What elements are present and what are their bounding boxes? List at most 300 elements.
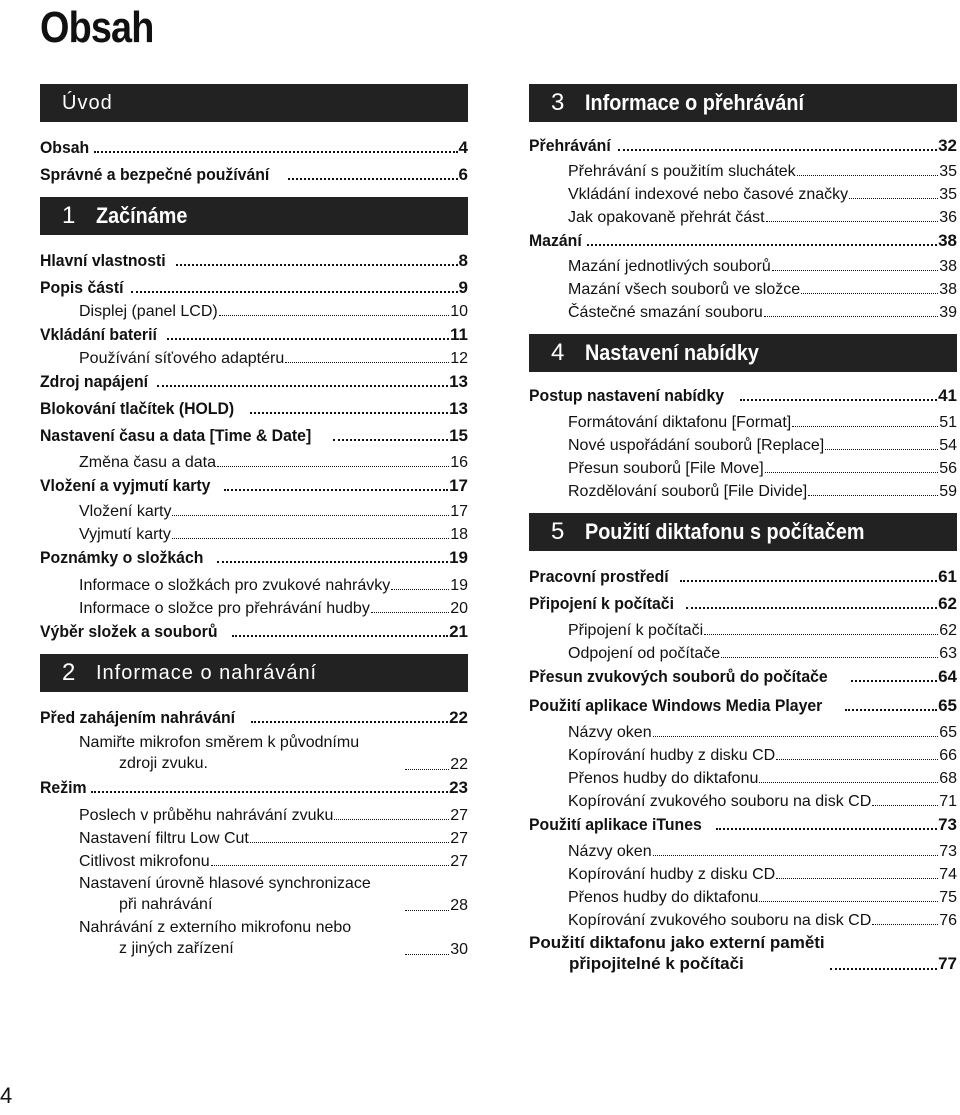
entry-title bbox=[79, 732, 404, 774]
entry-title-text: Přesun zvukových souborů do počítače bbox=[529, 667, 828, 686]
toc-subentry[interactable] bbox=[40, 730, 468, 774]
dot-leader bbox=[686, 607, 937, 609]
dot-leader bbox=[251, 721, 448, 723]
page-ref: 68 bbox=[939, 770, 957, 787]
entry-title-text: Mazání bbox=[529, 231, 582, 250]
entry-title bbox=[529, 696, 822, 716]
entry-title-text: Zdroj napájení bbox=[40, 372, 149, 391]
entry-title-text: Citlivost mikrofonu bbox=[79, 853, 210, 870]
toc-entry[interactable] bbox=[40, 704, 468, 728]
toc-subentry[interactable] bbox=[529, 719, 957, 742]
toc-subentry[interactable] bbox=[40, 521, 468, 544]
dot-leader bbox=[176, 264, 457, 266]
toc-subentry[interactable] bbox=[529, 299, 957, 322]
page-ref: 27 bbox=[450, 853, 468, 870]
toc-entry[interactable] bbox=[40, 274, 468, 298]
page-ref: 62 bbox=[938, 594, 957, 613]
dot-leader bbox=[288, 178, 458, 180]
dot-leader bbox=[772, 270, 938, 271]
entry-title-text: Mazání jednotlivých souborů bbox=[568, 258, 771, 275]
toc-right-column bbox=[529, 84, 957, 974]
entry-title-text: Přenos hudby do diktafonu bbox=[568, 770, 759, 787]
entry-title bbox=[529, 567, 669, 587]
toc-entry[interactable] bbox=[40, 247, 468, 271]
section-header bbox=[529, 513, 957, 551]
toc-entry[interactable] bbox=[40, 472, 468, 496]
entry-title-text: Jak opakovaně přehrát část bbox=[568, 209, 765, 226]
entry-title bbox=[568, 866, 775, 884]
toc-subentry[interactable] bbox=[529, 907, 957, 930]
toc-subentry[interactable] bbox=[529, 432, 957, 455]
toc-subentry[interactable] bbox=[529, 204, 957, 227]
entry-title bbox=[40, 708, 235, 728]
entry-title-text: Kopírování hudby z disku CD bbox=[568, 747, 776, 764]
dot-leader bbox=[797, 175, 939, 176]
entry-title bbox=[568, 414, 791, 432]
entry-title-text: Režim bbox=[40, 778, 87, 797]
section-number: 2 bbox=[62, 659, 76, 686]
page-ref: 9 bbox=[458, 278, 468, 297]
toc-subentry[interactable] bbox=[529, 181, 957, 204]
dot-leader bbox=[94, 151, 458, 153]
dot-leader bbox=[766, 221, 939, 222]
toc-subentry[interactable] bbox=[529, 409, 957, 432]
page-ref: 4 bbox=[458, 138, 468, 157]
entry-title-text: Pracovní prostředí bbox=[529, 567, 669, 586]
toc-subentry[interactable] bbox=[529, 838, 957, 861]
toc-left-column bbox=[40, 84, 468, 959]
toc-subentry[interactable] bbox=[40, 572, 468, 595]
entry-title bbox=[79, 807, 333, 825]
dot-leader bbox=[653, 736, 939, 737]
toc-entry[interactable] bbox=[529, 663, 957, 687]
dot-leader bbox=[217, 466, 449, 467]
entry-title-text: Výběr složek a souborů bbox=[40, 622, 218, 641]
entry-title-text: Obsah bbox=[40, 138, 90, 157]
page-ref: 75 bbox=[939, 889, 957, 906]
page-ref: 59 bbox=[939, 483, 957, 500]
page-ref: 21 bbox=[449, 622, 468, 641]
dot-leader bbox=[721, 657, 938, 658]
page-ref: 71 bbox=[939, 793, 957, 810]
section-header bbox=[40, 197, 468, 235]
entry-title bbox=[79, 600, 370, 618]
toc-subentry[interactable] bbox=[40, 915, 468, 959]
entry-title bbox=[79, 526, 171, 544]
dot-leader bbox=[740, 399, 937, 401]
entry-title bbox=[40, 251, 166, 271]
page-ref: 64 bbox=[938, 667, 957, 686]
entry-title bbox=[79, 853, 210, 871]
page-ref: 61 bbox=[938, 567, 957, 586]
dot-leader bbox=[131, 291, 458, 293]
toc-subentry[interactable] bbox=[529, 640, 957, 663]
toc-subentry[interactable] bbox=[529, 455, 957, 478]
entry-title-text: Informace o složkách pro zvukové nahrávky bbox=[79, 577, 391, 594]
dot-leader bbox=[224, 489, 448, 491]
page-ref: 27 bbox=[450, 830, 468, 847]
entry-title-text: Přehrávání s použitím sluchátek bbox=[568, 163, 796, 180]
page-ref: 10 bbox=[450, 303, 468, 320]
page-ref: 12 bbox=[450, 350, 468, 367]
page-ref: 35 bbox=[939, 186, 957, 203]
toc-subentry[interactable] bbox=[529, 253, 957, 276]
section-number: 4 bbox=[551, 339, 565, 366]
toc-entry[interactable] bbox=[40, 422, 468, 446]
section-title: Informace o přehrávání bbox=[585, 90, 804, 115]
toc-entry[interactable] bbox=[40, 368, 468, 392]
entry-title bbox=[79, 350, 284, 368]
page-ref: 8 bbox=[458, 251, 468, 270]
entry-title-text: Názvy oken bbox=[568, 724, 652, 741]
page-ref: 74 bbox=[939, 866, 957, 883]
entry-title bbox=[568, 186, 848, 204]
entry-title-text: Použití diktafonu jako externí paměti bbox=[529, 933, 825, 952]
toc-entry[interactable] bbox=[529, 227, 957, 251]
page-ref: 17 bbox=[450, 503, 468, 520]
entry-title-text: Kopírování zvukového souboru na disk CD bbox=[568, 793, 872, 810]
entry-title bbox=[568, 483, 807, 501]
entry-title-text: Přenos hudby do diktafonu bbox=[568, 889, 759, 906]
toc-entry[interactable] bbox=[40, 134, 468, 158]
dot-leader bbox=[157, 385, 448, 387]
entry-title bbox=[40, 426, 311, 446]
page-ref: 38 bbox=[939, 258, 957, 275]
dot-leader bbox=[776, 759, 938, 760]
section-number: 3 bbox=[551, 89, 565, 116]
entry-title bbox=[79, 873, 404, 915]
dot-leader bbox=[680, 580, 937, 582]
section-title: Začínáme bbox=[96, 203, 188, 228]
entry-title-text: Vyjmutí karty bbox=[79, 526, 171, 543]
entry-title-text: Postup nastavení nabídky bbox=[529, 386, 725, 405]
entry-title-text: Použití aplikace Windows Media Player bbox=[529, 696, 823, 715]
page-ref: 41 bbox=[938, 386, 957, 405]
page-ref: 28 bbox=[450, 897, 468, 914]
entry-title bbox=[40, 278, 123, 298]
dot-leader bbox=[391, 589, 449, 590]
toc-subentry[interactable] bbox=[40, 848, 468, 871]
page-ref: 65 bbox=[939, 724, 957, 741]
entry-title-text: Mazání všech souborů ve složce bbox=[568, 281, 801, 298]
dot-leader bbox=[172, 538, 449, 539]
entry-title bbox=[40, 548, 203, 568]
entry-title bbox=[529, 386, 724, 406]
dot-leader bbox=[808, 495, 938, 496]
dot-leader bbox=[759, 901, 938, 902]
page-ref: 77 bbox=[938, 954, 957, 973]
toc-subentry[interactable] bbox=[529, 742, 957, 765]
dot-leader bbox=[845, 709, 937, 711]
toc-subentry[interactable] bbox=[40, 498, 468, 521]
dot-leader bbox=[776, 878, 938, 879]
entry-title-text: Správné a bezpečné používání bbox=[40, 165, 270, 184]
entry-title-text: Připojení k počítači bbox=[529, 594, 674, 613]
page-ref: 36 bbox=[939, 209, 957, 226]
entry-title bbox=[40, 165, 269, 185]
dot-leader bbox=[849, 198, 938, 199]
toc-subentry[interactable] bbox=[529, 276, 957, 299]
section-header bbox=[529, 84, 957, 122]
dot-leader bbox=[830, 968, 937, 970]
entry-title bbox=[568, 622, 703, 640]
page-ref: 20 bbox=[450, 600, 468, 617]
toc-entry[interactable] bbox=[40, 161, 468, 185]
dot-leader bbox=[91, 791, 448, 793]
toc-subentry[interactable] bbox=[40, 449, 468, 472]
entry-title-continuation: z jiných zařízení bbox=[119, 940, 234, 957]
toc-subentry[interactable] bbox=[529, 861, 957, 884]
entry-title-text: Rozdělování souborů [File Divide] bbox=[568, 483, 808, 500]
dot-leader bbox=[334, 819, 449, 820]
toc-subentry[interactable] bbox=[40, 345, 468, 368]
toc-entry[interactable] bbox=[529, 930, 957, 974]
page-ref: 22 bbox=[449, 708, 468, 727]
entry-title-text: Připojení k počítači bbox=[568, 622, 704, 639]
entry-title bbox=[40, 778, 87, 798]
dot-leader bbox=[250, 412, 448, 414]
dot-leader bbox=[825, 449, 938, 450]
dot-leader bbox=[405, 910, 449, 911]
entry-title bbox=[529, 594, 674, 614]
page-ref: 65 bbox=[938, 696, 957, 715]
page-ref: 19 bbox=[450, 577, 468, 594]
entry-title-text: Nové uspořádání souborů [Replace] bbox=[568, 437, 825, 454]
dot-leader bbox=[618, 149, 937, 151]
entry-title bbox=[79, 454, 216, 472]
entry-title bbox=[568, 209, 765, 227]
entry-title bbox=[529, 136, 611, 156]
entry-title bbox=[568, 437, 824, 455]
dot-leader bbox=[587, 244, 937, 246]
entry-title bbox=[568, 281, 800, 299]
dot-leader bbox=[167, 338, 449, 340]
entry-title-continuation: při nahrávání bbox=[119, 896, 213, 913]
entry-title bbox=[568, 724, 652, 742]
entry-title bbox=[568, 460, 764, 478]
entry-title-text: Hlavní vlastnosti bbox=[40, 251, 166, 270]
entry-title bbox=[40, 476, 210, 496]
dot-leader bbox=[716, 828, 937, 830]
section-header bbox=[40, 654, 468, 692]
dot-leader bbox=[759, 782, 938, 783]
entry-title bbox=[568, 747, 775, 765]
page-ref: 63 bbox=[939, 645, 957, 662]
toc-entry[interactable] bbox=[529, 811, 957, 835]
page-ref: 18 bbox=[450, 526, 468, 543]
entry-title bbox=[568, 793, 871, 811]
dot-leader bbox=[851, 680, 937, 682]
entry-title bbox=[568, 889, 758, 907]
page-ref: 66 bbox=[939, 747, 957, 764]
page-ref: 38 bbox=[939, 281, 957, 298]
entry-title bbox=[40, 622, 217, 642]
page-ref: 13 bbox=[449, 372, 468, 391]
entry-title bbox=[568, 163, 796, 181]
toc-subentry[interactable] bbox=[40, 595, 468, 618]
entry-title-text: Formátování diktafonu [Format] bbox=[568, 414, 792, 431]
toc-subentry[interactable] bbox=[40, 802, 468, 825]
entry-title-text: Kopírování hudby z disku CD bbox=[568, 866, 776, 883]
entry-title-text: Vložení karty bbox=[79, 503, 172, 520]
page-ref: 51 bbox=[939, 414, 957, 431]
page-ref: 73 bbox=[938, 815, 957, 834]
entry-title-text: Změna času a data bbox=[79, 454, 216, 471]
entry-title bbox=[40, 399, 234, 419]
entry-title-text: Používání síťového adaptéru bbox=[79, 350, 285, 367]
entry-title-text: Nahrávání z externího mikrofonu nebo bbox=[79, 919, 352, 936]
toc-entry[interactable] bbox=[529, 590, 957, 614]
dot-leader bbox=[792, 426, 938, 427]
entry-title bbox=[568, 258, 771, 276]
dot-leader bbox=[250, 842, 449, 843]
page-ref: 62 bbox=[939, 622, 957, 639]
entry-title bbox=[40, 372, 148, 392]
section-header bbox=[529, 334, 957, 372]
page-ref: 19 bbox=[449, 548, 468, 567]
page-ref: 38 bbox=[938, 231, 957, 250]
dot-leader bbox=[172, 515, 449, 516]
entry-title-text: Nastavení filtru Low Cut bbox=[79, 830, 249, 847]
entry-title-text: Vložení a vyjmutí karty bbox=[40, 476, 211, 495]
page-number: 4 bbox=[0, 1083, 13, 1108]
page-ref: 11 bbox=[450, 325, 468, 344]
toc-entry[interactable] bbox=[40, 544, 468, 568]
page-ref: 39 bbox=[939, 304, 957, 321]
entry-title bbox=[79, 830, 249, 848]
dot-leader bbox=[219, 315, 449, 316]
entry-title-text: Informace o složce pro přehrávání hudby bbox=[79, 600, 370, 617]
entry-title-text: Přesun souborů [File Move] bbox=[568, 460, 764, 477]
page-title: Obsah bbox=[40, 3, 154, 52]
dot-leader bbox=[211, 865, 450, 866]
section-number: 5 bbox=[551, 518, 565, 545]
entry-title-text: Namiřte mikrofon směrem k původnímu bbox=[79, 734, 360, 751]
entry-title bbox=[79, 303, 218, 321]
page-ref: 73 bbox=[939, 843, 957, 860]
entry-title-text: Vkládání indexové nebo časové značky bbox=[568, 186, 849, 203]
page-ref: 56 bbox=[939, 460, 957, 477]
entry-title bbox=[529, 932, 829, 974]
page-ref: 54 bbox=[939, 437, 957, 454]
page-ref: 23 bbox=[449, 778, 468, 797]
entry-title-text: Názvy oken bbox=[568, 843, 652, 860]
section-title: Nastavení nabídky bbox=[585, 340, 759, 365]
page-ref: 15 bbox=[449, 426, 468, 445]
entry-title-text: Nastavení času a data [Time & Date] bbox=[40, 426, 312, 445]
toc-entry[interactable] bbox=[40, 774, 468, 798]
entry-title-text: Odpojení od počítače bbox=[568, 645, 721, 662]
entry-title-text: Částečné smazání souboru bbox=[568, 304, 763, 321]
toc-entry[interactable] bbox=[529, 692, 957, 716]
toc-subentry[interactable] bbox=[40, 871, 468, 915]
toc-entry[interactable] bbox=[529, 563, 957, 587]
entry-title-text: Kopírování zvukového souboru na disk CD bbox=[568, 912, 872, 929]
entry-title-continuation: zdroji zvuku. bbox=[119, 755, 208, 772]
page-ref: 6 bbox=[458, 165, 468, 184]
entry-title bbox=[529, 667, 828, 687]
dot-leader bbox=[704, 634, 938, 635]
dot-leader bbox=[872, 805, 938, 806]
toc-subentry[interactable] bbox=[529, 884, 957, 907]
entry-title bbox=[529, 815, 702, 835]
dot-leader bbox=[333, 439, 448, 441]
toc-subentry[interactable] bbox=[529, 788, 957, 811]
toc-entry[interactable] bbox=[40, 321, 468, 345]
section-title: Úvod bbox=[62, 91, 113, 114]
entry-title-text: Blokování tlačítek (HOLD) bbox=[40, 399, 235, 418]
page-ref: 30 bbox=[450, 941, 468, 958]
page-ref: 76 bbox=[939, 912, 957, 929]
entry-title bbox=[568, 645, 720, 663]
page-ref: 22 bbox=[450, 756, 468, 773]
toc-subentry[interactable] bbox=[40, 298, 468, 321]
entry-title bbox=[568, 304, 763, 322]
toc-entry[interactable] bbox=[529, 382, 957, 406]
dot-leader bbox=[765, 472, 939, 473]
entry-title bbox=[529, 231, 582, 251]
dot-leader bbox=[285, 362, 449, 363]
entry-title bbox=[79, 917, 404, 959]
dot-leader bbox=[653, 855, 939, 856]
entry-title bbox=[79, 577, 390, 595]
dot-leader bbox=[801, 293, 938, 294]
entry-title-text: Poslech v průběhu nahrávání zvuku bbox=[79, 807, 334, 824]
page-ref: 13 bbox=[449, 399, 468, 418]
section-header bbox=[40, 84, 468, 122]
section-number: 1 bbox=[62, 202, 76, 229]
dot-leader bbox=[217, 561, 448, 563]
entry-title-text: Vkládání baterií bbox=[40, 325, 157, 344]
toc-subentry[interactable] bbox=[40, 825, 468, 848]
page-ref: 32 bbox=[938, 136, 957, 155]
page-ref: 16 bbox=[450, 454, 468, 471]
entry-title bbox=[40, 138, 89, 158]
section-title: Použití diktafonu s počítačem bbox=[585, 519, 865, 544]
toc-subentry[interactable] bbox=[529, 765, 957, 788]
entry-title-text: Před zahájením nahrávání bbox=[40, 708, 236, 727]
dot-leader bbox=[232, 635, 448, 637]
entry-title-text: Nastavení úrovně hlasové synchronizace bbox=[79, 875, 371, 892]
toc-subentry[interactable] bbox=[529, 478, 957, 501]
entry-title-text: Použití aplikace iTunes bbox=[529, 815, 702, 834]
dot-leader bbox=[405, 954, 449, 955]
toc-entry[interactable] bbox=[40, 618, 468, 642]
entry-title bbox=[568, 770, 758, 788]
entry-title-text: Poznámky o složkách bbox=[40, 548, 204, 567]
entry-title-text: Displej (panel LCD) bbox=[79, 303, 218, 320]
entry-title-text: Popis částí bbox=[40, 278, 124, 297]
dot-leader bbox=[371, 612, 449, 613]
dot-leader bbox=[764, 316, 938, 317]
dot-leader bbox=[872, 924, 938, 925]
toc-entry[interactable] bbox=[529, 132, 957, 156]
entry-title-text: Přehrávání bbox=[529, 136, 611, 155]
entry-title bbox=[40, 325, 157, 345]
page-ref: 35 bbox=[939, 163, 957, 180]
entry-title-continuation: připojitelné k počítači bbox=[569, 954, 744, 973]
dot-leader bbox=[405, 769, 449, 770]
entry-title bbox=[568, 912, 871, 930]
section-title: Informace o nahrávání bbox=[96, 661, 318, 684]
toc-subentry[interactable] bbox=[529, 158, 957, 181]
toc-subentry[interactable] bbox=[529, 617, 957, 640]
toc-entry[interactable] bbox=[40, 395, 468, 419]
entry-title bbox=[79, 503, 171, 521]
page-ref: 27 bbox=[450, 807, 468, 824]
page-ref: 17 bbox=[449, 476, 468, 495]
entry-title bbox=[568, 843, 652, 861]
